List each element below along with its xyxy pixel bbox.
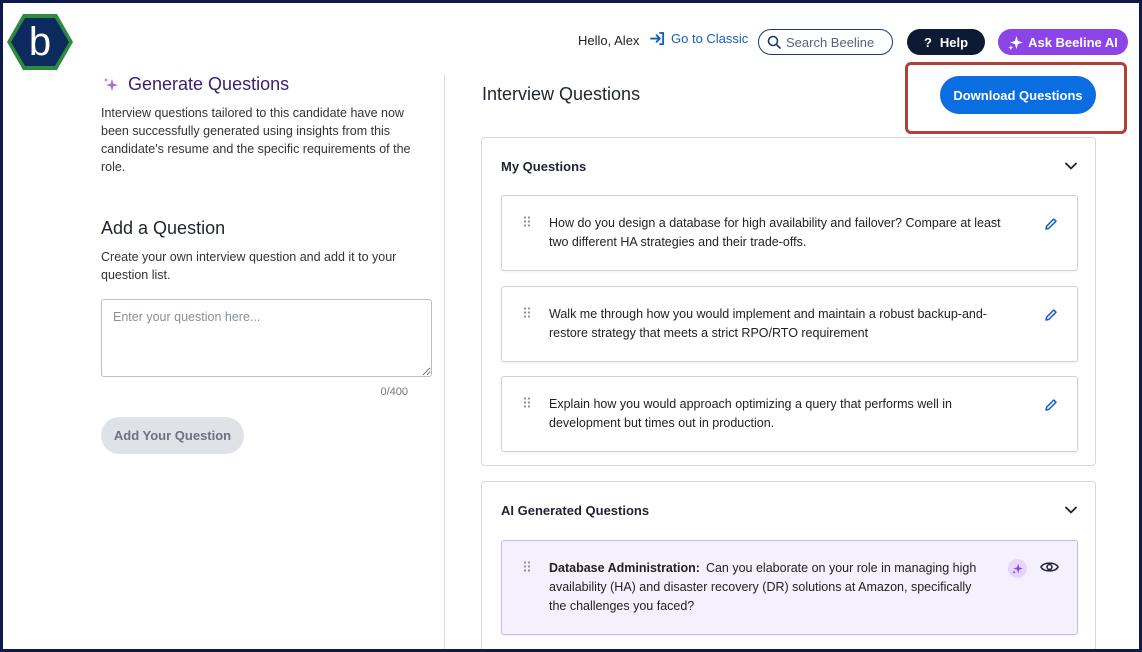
pencil-icon[interactable] bbox=[1044, 398, 1058, 412]
add-question-description: Create your own interview question and add it to your question list. bbox=[101, 250, 397, 282]
go-to-classic-label: Go to Classic bbox=[671, 31, 749, 46]
pencil-icon[interactable] bbox=[1044, 308, 1058, 322]
download-questions-button[interactable]: Download Questions bbox=[940, 76, 1096, 114]
greeting-text: Hello, Alex bbox=[578, 33, 640, 48]
search-icon bbox=[767, 35, 781, 49]
generate-questions-heading bbox=[103, 74, 289, 95]
pencil-icon[interactable] bbox=[1044, 217, 1058, 231]
beeline-logo-icon[interactable] bbox=[6, 12, 74, 72]
drag-handle-icon[interactable] bbox=[523, 307, 531, 318]
help-button[interactable] bbox=[907, 29, 985, 55]
add-your-question-button[interactable]: Add Your Question bbox=[101, 417, 244, 454]
question-text: Explain how you would approach optimizing a query that performs well in development but times out in production. bbox=[549, 397, 952, 430]
sparkle-icon bbox=[1008, 35, 1023, 50]
character-count: 0/400 bbox=[380, 386, 408, 398]
question-mark-icon: ? bbox=[923, 34, 932, 50]
ask-beeline-ai-button[interactable] bbox=[998, 29, 1128, 55]
question-item[interactable] bbox=[501, 195, 1078, 271]
my-questions-section bbox=[481, 137, 1096, 466]
question-category: Database Administration: bbox=[549, 561, 700, 575]
add-question-heading: Add a Question bbox=[101, 218, 226, 238]
chevron-down-icon[interactable] bbox=[1065, 162, 1077, 170]
question-body: Can you elaborate on your role in managing high availability (HA) and disaster recovery (DR) solutions at Amazon, specifically the challenges you faced? bbox=[549, 561, 977, 613]
ask-beeline-ai-label: Ask Beeline AI bbox=[1028, 34, 1118, 50]
chevron-down-icon[interactable] bbox=[1065, 506, 1077, 514]
interview-questions-heading: Interview Questions bbox=[482, 84, 641, 104]
sign-in-arrow-icon bbox=[650, 31, 665, 46]
search-input[interactable] bbox=[786, 35, 886, 50]
drag-handle-icon[interactable] bbox=[523, 561, 531, 572]
question-item[interactable] bbox=[501, 286, 1078, 362]
sparkle-icon bbox=[1012, 563, 1023, 574]
help-label: Help bbox=[939, 34, 969, 50]
ai-questions-heading: AI Generated Questions bbox=[501, 503, 650, 518]
my-questions-heading: My Questions bbox=[501, 159, 587, 174]
question-text: Walk me through how you would implement and maintain a robust backup-and-restore strategy that meets a strict RPO/RTO requirement bbox=[549, 307, 987, 340]
panel-divider bbox=[444, 74, 445, 652]
svg-text:b: b bbox=[28, 20, 52, 64]
question-input[interactable] bbox=[101, 299, 432, 377]
drag-handle-icon[interactable] bbox=[523, 216, 531, 227]
question-item[interactable] bbox=[501, 376, 1078, 452]
generate-questions-title: Generate Questions bbox=[128, 74, 290, 94]
question-text bbox=[549, 559, 979, 616]
drag-handle-icon[interactable] bbox=[523, 397, 531, 408]
generate-questions-description: Interview questions tailored to this candidate have now been successfully generated using insights from this candidate's resume and the specific requirements of the role. bbox=[101, 106, 411, 174]
question-text: How do you design a database for high availability and failover? Compare at least two different HA strategies and their trade-offs. bbox=[549, 216, 1001, 249]
ai-question-item[interactable] bbox=[501, 540, 1078, 635]
go-to-classic-link[interactable] bbox=[650, 31, 748, 46]
sparkle-icon bbox=[103, 77, 119, 93]
ai-generated-questions-section bbox=[481, 481, 1096, 652]
ai-sparkle-badge bbox=[1008, 559, 1027, 578]
eye-icon[interactable] bbox=[1040, 560, 1059, 574]
search-box[interactable] bbox=[758, 29, 893, 55]
